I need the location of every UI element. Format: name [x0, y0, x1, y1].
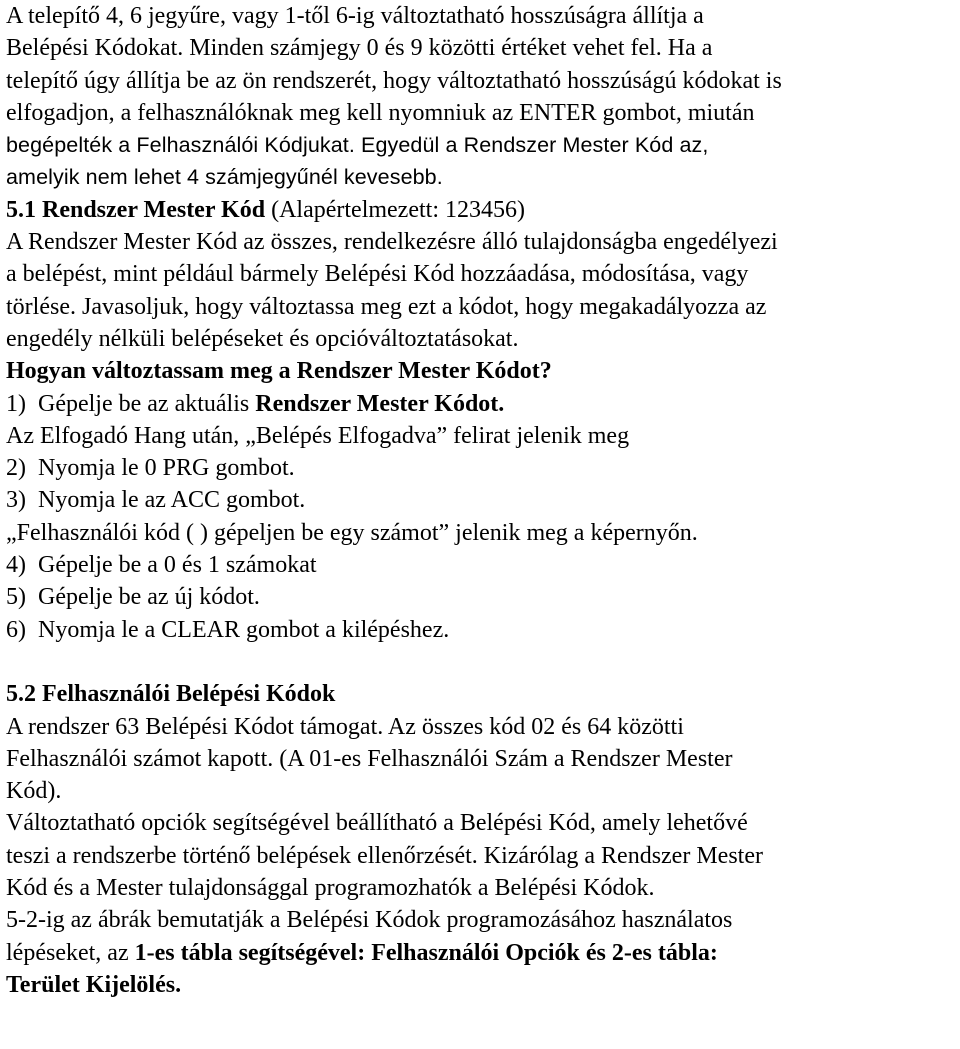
text-line: A rendszer 63 Belépési Kódot támogat. Az összes kód 02 és 64 közötti: [6, 713, 684, 740]
step-5: 5) Gépelje be az új kódot.: [6, 584, 260, 611]
text-line-content: amelyik nem lehet 4 számjegyűnél kevesebb.: [6, 165, 443, 190]
step-3: 3) Nyomja le az ACC gombot.: [6, 487, 306, 514]
text-line: Felhasználói számot kapott. (A 01-es Felhasználói Szám a Rendszer Mester: [6, 745, 733, 772]
section-title: 5.2 Felhasználói Belépési Kódok: [6, 681, 336, 708]
step-6: 6) Nyomja le a CLEAR gombot a kilépéshez.: [6, 616, 450, 643]
step-4: 4) Gépelje be a 0 és 1 számokat: [6, 552, 317, 579]
howto-heading: [6, 355, 954, 387]
accept-message: Az Elfogadó Hang után, „Belépés Elfogadva” felirat jelenik meg: [6, 422, 630, 449]
step-1-text: 1) Gépelje be az aktuális: [6, 390, 256, 417]
intro-paragraph: [6, 0, 954, 194]
text-line-content: begépelték a Felhasználói Kódjukat. Egyedül a Rendszer Mester Kód az,: [6, 133, 709, 158]
text-line: [6, 937, 954, 969]
text-line: Belépési Kódokat. Minden számjegy 0 és 9 közötti értéket vehet fel. Ha a: [6, 35, 713, 62]
text-line: a belépést, mint például bármely Belépési Kód hozzáadása, módosítása, vagy: [6, 261, 749, 288]
text-line-content: lépéseket, az: [6, 939, 135, 966]
step-1-bold: Rendszer Mester Kódot.: [255, 390, 505, 417]
section-heading: [6, 678, 954, 710]
text-line: [6, 161, 954, 193]
howto-title: Hogyan változtassam meg a Rendszer Mester Kódot?: [6, 358, 552, 385]
step-2: 2) Nyomja le 0 PRG gombot.: [6, 455, 295, 482]
prompt-message: „Felhasználói kód ( ) gépeljen be egy számot” jelenik meg a képernyőn.: [6, 519, 698, 546]
text-line: Kód).: [6, 778, 62, 805]
text-line: engedély nélküli belépéseket és opcióváltoztatásokat.: [6, 325, 519, 352]
text-line: [6, 129, 954, 161]
section-title: Rendszer Mester Kód: [42, 196, 266, 223]
text-line: Változtatható opciók segítségével beállítható a Belépési Kód, amely lehetővé: [6, 810, 748, 837]
section-heading: [6, 194, 954, 226]
text-line: törlése. Javasoljuk, hogy változtassa meg ezt a kódot, hogy megakadályozza az: [6, 293, 767, 320]
table-reference: Terület Kijelölés.: [6, 971, 182, 998]
text-line: Kód és a Mester tulajdonsággal programozhatók a Belépési Kódok.: [6, 875, 655, 902]
text-line: elfogadjon, a felhasználóknak meg kell nyomniuk az ENTER gombot, miután: [6, 99, 755, 126]
text-line: teszi a rendszerbe történő belépések ellenőrzését. Kizárólag a Rendszer Mester: [6, 842, 763, 869]
spacer: [6, 646, 954, 678]
default-value: (Alapértelmezett: 123456): [265, 196, 525, 223]
section-number: 5.1: [6, 196, 36, 223]
text-line: telepítő úgy állítja be az ön rendszerét, hogy változtatható hosszúságú kódokat is: [6, 67, 782, 94]
text-line: A Rendszer Mester Kód az összes, rendelkezésre álló tulajdonságba engedélyezi: [6, 229, 778, 256]
step-1: [6, 388, 954, 420]
text-line: A telepítő 4, 6 jegyűre, vagy 1-től 6-ig változtatható hosszúságra állítja a: [6, 3, 704, 29]
section-5-1: [6, 194, 954, 646]
text-line: [6, 969, 954, 1001]
text-line: 5-2-ig az ábrák bemutatják a Belépési Kódok programozásához használatos: [6, 907, 733, 934]
section-5-2: [6, 678, 954, 1001]
table-reference: 1-es tábla segítségével: Felhasználói Opciók és 2-es tábla:: [134, 939, 718, 966]
